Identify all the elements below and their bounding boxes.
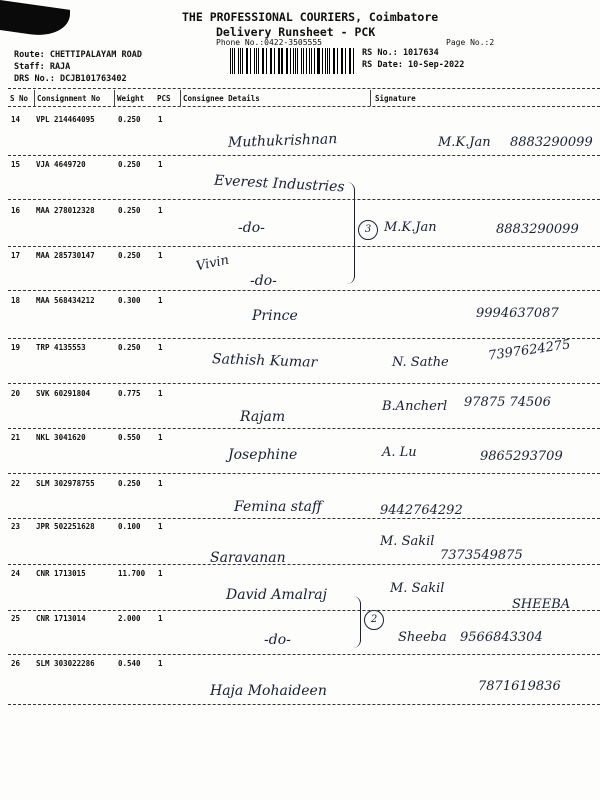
row-sno: 25 [11, 614, 21, 623]
row-weight: 0.100 [118, 522, 141, 531]
barcode-bar [230, 48, 231, 74]
header-rule-top [8, 88, 600, 89]
company-title: THE PROFESSIONAL COURIERS, Coimbatore [182, 10, 439, 24]
row-signature: M.K.Jan [384, 220, 437, 235]
row-weight: 0.250 [118, 206, 141, 215]
col-header-weight: Weight [117, 94, 145, 103]
row-separator [8, 428, 600, 429]
row-consignment-no: CNR 1713014 [36, 614, 86, 623]
row-phone: 7373549875 [440, 548, 523, 563]
barcode-bar [274, 48, 275, 74]
row-weight: 0.250 [118, 479, 141, 488]
row-separator [8, 654, 600, 655]
row-pcs: 1 [158, 343, 163, 352]
row-separator [8, 704, 600, 705]
row-consignment-no: VPL 214464095 [36, 115, 95, 124]
row-pcs: 1 [158, 251, 163, 260]
route-label: Route: CHETTIPALAYAM ROAD [14, 50, 142, 60]
row-pcs: 1 [158, 389, 163, 398]
row-consignee: Muthukrishnan [227, 131, 338, 151]
row-signature: A. Lu [382, 445, 417, 460]
barcode-bar [333, 48, 334, 74]
row-consignee: Josephine [228, 447, 298, 463]
row-separator [8, 338, 600, 339]
row-consignee: Rajam [240, 409, 286, 425]
row-consignment-no: MAA 568434212 [36, 296, 95, 305]
row-separator [8, 155, 600, 156]
row-consignment-no: TRP 4135553 [36, 343, 86, 352]
row-pcs: 1 [158, 115, 163, 124]
row-separator [8, 290, 600, 291]
row-separator [8, 610, 600, 611]
row-phone: 9994637087 [476, 306, 559, 321]
row-signature: M.K.Jan [438, 135, 491, 150]
row-weight: 0.250 [118, 115, 141, 124]
row-sno: 23 [11, 522, 21, 531]
sheet-title: Delivery Runsheet - PCK [216, 25, 376, 39]
barcode-bar [350, 48, 351, 74]
row-sno: 16 [11, 206, 21, 215]
row-phone: 8883290099 [496, 222, 579, 237]
row-consignee: -do- [250, 273, 277, 289]
row-phone: SHEEBA [512, 597, 571, 612]
row-consignee: Haja Mohaideen [210, 683, 327, 699]
row-signature: N. Sathe [392, 355, 449, 370]
row-consignment-no: VJA 4649720 [36, 160, 86, 169]
row-weight: 2.000 [118, 614, 141, 623]
barcode-bar [306, 48, 307, 74]
phone-number: Phone No.:0422-3505555 [216, 38, 322, 47]
row-weight: 0.250 [118, 343, 141, 352]
bracket-mark [350, 596, 361, 648]
row-pcs: 1 [158, 479, 163, 488]
row-weight: 0.250 [118, 160, 141, 169]
column-divider [114, 90, 115, 106]
row-consignment-no: MAA 285730147 [36, 251, 95, 260]
row-pcs: 1 [158, 433, 163, 442]
barcode-bar [238, 48, 239, 74]
row-pcs: 1 [158, 206, 163, 215]
barcode-bar [286, 48, 287, 74]
row-pcs: 1 [158, 296, 163, 305]
group-count-circle: 3 [358, 220, 378, 240]
col-header-pcs: PCS [157, 94, 171, 103]
row-phone: 9442764292 [380, 503, 463, 518]
barcode-bar [293, 48, 294, 74]
row-signature: M. Sakil [380, 534, 435, 549]
barcode-bar [250, 48, 251, 74]
row-weight: 0.250 [118, 251, 141, 260]
row-consignee: David Amalraj [226, 587, 327, 603]
row-phone: 9566843304 [460, 630, 543, 645]
row-sno: 22 [11, 479, 21, 488]
row-pcs: 1 [158, 522, 163, 531]
row-pcs: 1 [158, 160, 163, 169]
barcode-bar [242, 48, 243, 74]
barcode [230, 48, 356, 74]
column-divider [370, 90, 371, 106]
barcode-bar [309, 48, 310, 74]
row-sno: 21 [11, 433, 21, 442]
row-sno: 26 [11, 659, 21, 668]
col-header-sno: S No [10, 94, 29, 103]
row-separator [8, 383, 600, 384]
header-rule-bottom [8, 106, 600, 107]
row-signature: Sheeba [398, 630, 447, 645]
barcode-bar [266, 48, 267, 74]
row-phone: 7871619836 [478, 679, 561, 694]
row-sno: 20 [11, 389, 21, 398]
column-divider [34, 90, 35, 106]
group-count-circle: 2 [364, 610, 384, 630]
row-sno: 19 [11, 343, 21, 352]
row-consignee: Saravanan [210, 550, 286, 566]
row-signature: M. Sakil [390, 581, 445, 596]
barcode-bar [301, 48, 302, 74]
row-pcs: 1 [158, 659, 163, 668]
row-consignee: -do- [264, 632, 291, 648]
scan-ink-blot [0, 0, 70, 40]
row-separator [8, 518, 600, 519]
row-separator [8, 564, 600, 565]
row-consignment-no: SLM 302978755 [36, 479, 95, 488]
row-sno: 14 [11, 115, 21, 124]
row-phone: 7397624275 [487, 337, 572, 364]
row-sno: 18 [11, 296, 21, 305]
row-consignment-no: MAA 278012328 [36, 206, 95, 215]
row-phone: 9865293709 [480, 449, 563, 464]
barcode-bar [337, 48, 338, 74]
row-consignee: Everest Industries [213, 172, 345, 196]
row-pcs: 1 [158, 614, 163, 623]
row-pcs: 1 [158, 569, 163, 578]
page-number: Page No.:2 [446, 38, 495, 47]
rs-date: RS Date: 10-Sep-2022 [362, 60, 465, 70]
row-consignment-no: SVK 60291804 [36, 389, 91, 398]
handwritten-note: Vivin [194, 252, 231, 275]
row-sno: 15 [11, 160, 21, 169]
row-consignment-no: JPR 502251628 [36, 522, 95, 531]
row-consignee: Sathish Kumar [211, 351, 318, 371]
col-header-consignment: Consignment No [37, 94, 101, 103]
row-consignment-no: SLM 303022286 [36, 659, 95, 668]
row-weight: 0.775 [118, 389, 141, 398]
row-separator [8, 473, 600, 474]
row-phone: 97875 74506 [464, 395, 551, 410]
barcode-bar [318, 48, 319, 74]
drs-number: DRS No.: DCJB101763402 [14, 74, 127, 84]
col-header-consignee: Consignee Details [183, 94, 260, 103]
row-weight: 0.540 [118, 659, 141, 668]
row-phone: 8883290099 [510, 135, 593, 150]
barcode-bar [345, 48, 346, 74]
column-divider [180, 90, 181, 106]
row-consignee: -do- [238, 220, 265, 236]
row-consignee: Prince [252, 308, 298, 324]
barcode-bar [325, 48, 326, 74]
row-weight: 0.300 [118, 296, 141, 305]
row-separator [8, 246, 600, 247]
row-sno: 24 [11, 569, 21, 578]
barcode-bar [281, 48, 282, 74]
col-header-signature: Signature [375, 94, 416, 103]
barcode-bar [254, 48, 255, 74]
row-sno: 17 [11, 251, 21, 260]
row-weight: 11.700 [118, 569, 146, 578]
staff-label: Staff: RAJA [14, 62, 71, 72]
row-consignment-no: CNR 1713015 [36, 569, 86, 578]
rs-number: RS No.: 1017634 [362, 48, 439, 58]
row-consignee: Femina staff [234, 499, 322, 515]
row-separator [8, 199, 600, 200]
bracket-mark [342, 182, 355, 284]
row-signature: B.Ancherl [382, 399, 448, 414]
row-weight: 0.550 [118, 433, 141, 442]
barcode-bar [262, 48, 263, 74]
row-consignment-no: NKL 3041620 [36, 433, 86, 442]
